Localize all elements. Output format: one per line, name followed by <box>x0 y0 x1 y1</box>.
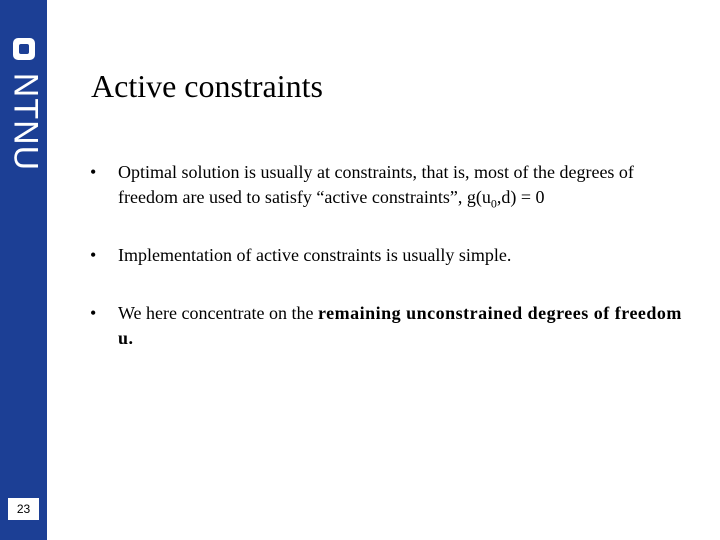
bullet-item-concentrate <box>86 301 686 351</box>
bullet-text: We here concentrate on the remaining unconstrained degrees of freedom u. <box>118 303 682 348</box>
bullet-item-optimal-solution <box>86 160 686 210</box>
subscript: 0 <box>490 196 497 211</box>
ntnu-logo-text: NTNU <box>6 72 45 172</box>
bullet-dot: • <box>90 162 97 182</box>
bullet-text: Implementation of active constraints is usually simple. <box>118 245 512 265</box>
bullet-list <box>86 160 686 384</box>
bullet-dot: • <box>90 303 97 323</box>
ntnu-logo <box>0 34 47 184</box>
bullet-dot: • <box>90 245 97 265</box>
bold-text: remaining unconstrained degrees of freedom u. <box>118 303 682 348</box>
slide-title: Active constraints <box>91 68 323 104</box>
bullet-text: Optimal solution is usually at constraints, that is, most of the degrees of freedom are used to satisfy “active constraints”, $g(u_0,d) = 0$ <box>118 162 634 211</box>
bullet-item-implementation <box>86 243 686 268</box>
page-number: 23 <box>16 502 31 516</box>
